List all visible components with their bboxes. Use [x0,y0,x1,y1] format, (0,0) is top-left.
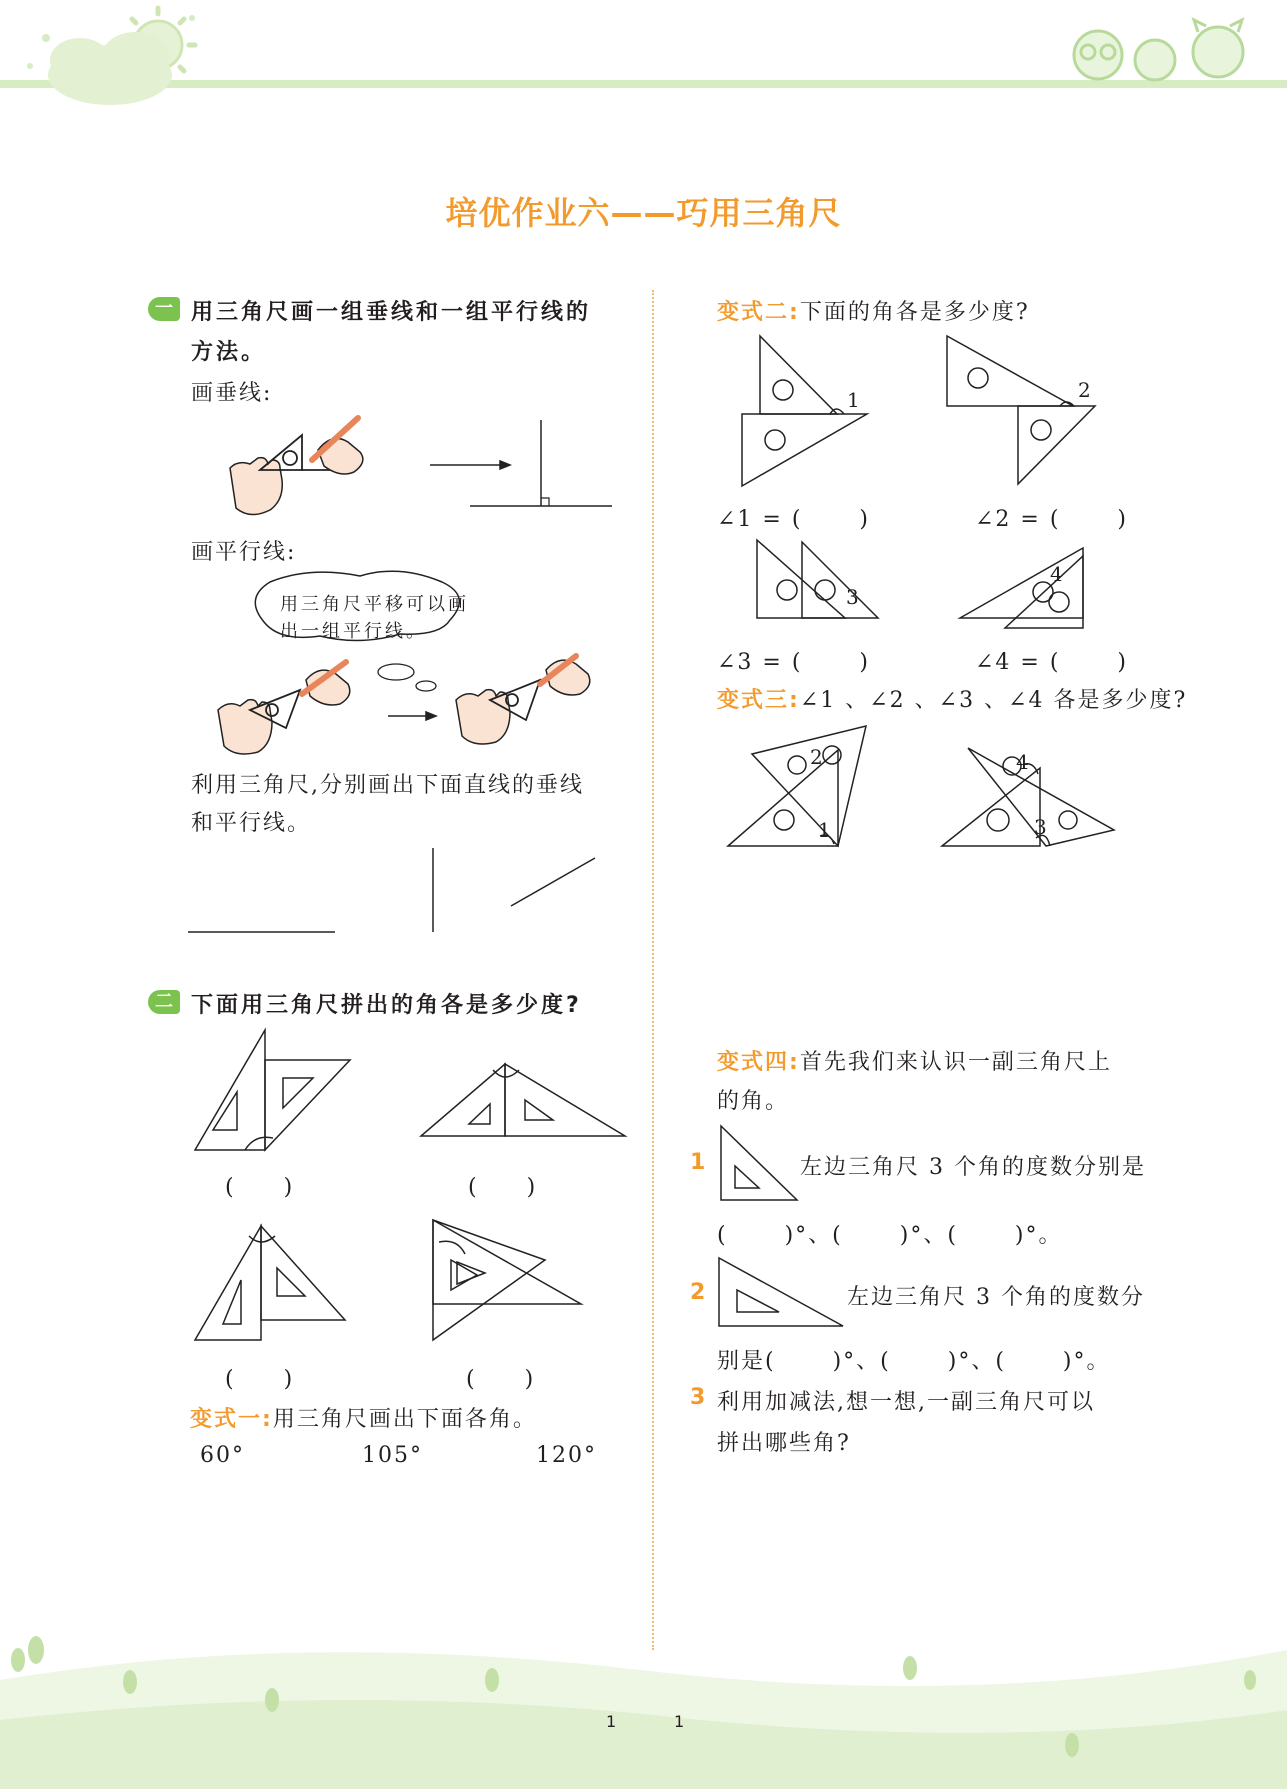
bubble-text-line2: 出一组平行线。 [280,621,427,642]
page-number-right: 1 [674,1712,685,1731]
figure-b [421,1064,625,1136]
section1-heading-line1: 用三角尺画一组垂线和一组平行线的 [191,300,592,325]
variant4-line1 [717,1045,1112,1076]
figure-angles12 [728,726,866,846]
mark-v3-1: 1 [818,818,833,842]
arrow-icon [388,712,436,720]
mark-angle3: 3 [846,585,861,609]
answer-angle3: ∠3 = ( ) [717,650,871,675]
section2-blank-d: ( ) [466,1367,536,1392]
variant4-text-line2: 的角。 [717,1089,790,1114]
variant2-figures [735,330,1135,640]
header-decoration [0,0,1287,120]
variant4-label: 变式四: [717,1050,800,1075]
variant2-label: 变式二: [717,300,800,325]
perpendicular-illustration [220,410,640,520]
set-square-icon [260,435,302,470]
variant2-line [717,295,1030,326]
variant1-line [190,1402,537,1433]
section2-blank-a: ( ) [225,1175,295,1200]
page-number-left: 1 [606,1712,617,1731]
hand-icon [218,690,510,754]
draw-parallel-label: 画平行线: [191,540,297,565]
pencil-hand-icon [302,656,590,705]
question3-line1: 利用加减法,想一想,一副三角尺可以 [717,1390,1095,1415]
variant3-figures [720,720,1140,860]
question1-blanks: ( )°、( )°、( )°。 [717,1223,1063,1248]
column-divider [652,290,654,1650]
mark-angle2: 2 [1078,378,1093,402]
answer-angle1: ∠1 = ( ) [717,507,871,532]
variant3-text: ∠1 、∠2 、∠3 、∠4 各是多少度? [799,688,1188,713]
mark-v3-3: 3 [1034,815,1049,839]
section-badge-1: 一 [148,297,180,321]
variant2-text: 下面的角各是多少度? [799,300,1030,325]
figure-a [195,1030,350,1150]
bubble-text-line1: 用三角尺平移可以画 [280,594,469,615]
figure-c [195,1226,345,1340]
section1-task-line1: 利用三角尺,分别画出下面直线的垂线 [191,773,584,798]
hand-icon [230,458,282,515]
variant1-text: 用三角尺画出下面各角。 [272,1407,537,1432]
section2-blank-b: ( ) [468,1175,538,1200]
given-lines [185,840,605,940]
mark-v3-4: 4 [1016,750,1031,774]
section1-task-line2: 和平行线。 [191,811,312,836]
mark-v3-2: 2 [810,745,825,769]
figure-d [433,1220,581,1340]
cartoon-animals-icon [1074,20,1243,80]
section-badge-2: 二 [148,990,180,1014]
variant3-line [717,683,1187,714]
section2-heading: 下面用三角尺拼出的角各是多少度? [191,993,582,1018]
set-square-30-60 [715,1120,805,1205]
mark-angle1: 1 [847,388,862,412]
question3-line2: 拼出哪些角? [717,1431,851,1456]
answer-angle4: ∠4 = ( ) [975,650,1129,675]
question-number-1: 1 [690,1150,706,1175]
arrow-icon [430,461,510,469]
answer-angle2: ∠2 = ( ) [975,507,1129,532]
set-square-45 [713,1252,848,1332]
variant3-label: 变式三: [717,688,800,713]
figure-angle2 [947,336,1095,484]
variant4-text-line1: 首先我们来认识一副三角尺上 [799,1050,1112,1075]
question1-text: 左边三角尺 3 个角的度数分别是 [800,1155,1146,1180]
mark-angle4: 4 [1050,562,1065,586]
page-title: 培优作业六——巧用三角尺 [445,194,842,232]
pencil-hand-icon [312,418,363,474]
angle-120: 120° [536,1443,597,1468]
angle-105: 105° [362,1443,423,1468]
section1-heading-line2: 方法。 [191,340,267,365]
question2-text: 左边三角尺 3 个角的度数分 [847,1285,1145,1310]
figure-angle4 [960,548,1083,628]
draw-perpendicular-label: 画垂线: [191,381,273,406]
angle-60: 60° [200,1443,245,1468]
footer-landscape [0,1620,1287,1789]
question2-blanks: 别是( )°、( )°、( )°。 [717,1349,1111,1374]
question-number-2: 2 [690,1280,706,1305]
section2-blank-c: ( ) [225,1367,295,1392]
question-number-3: 3 [690,1385,706,1410]
variant1-label: 变式一: [190,1407,273,1432]
cloud-icon [48,32,172,105]
